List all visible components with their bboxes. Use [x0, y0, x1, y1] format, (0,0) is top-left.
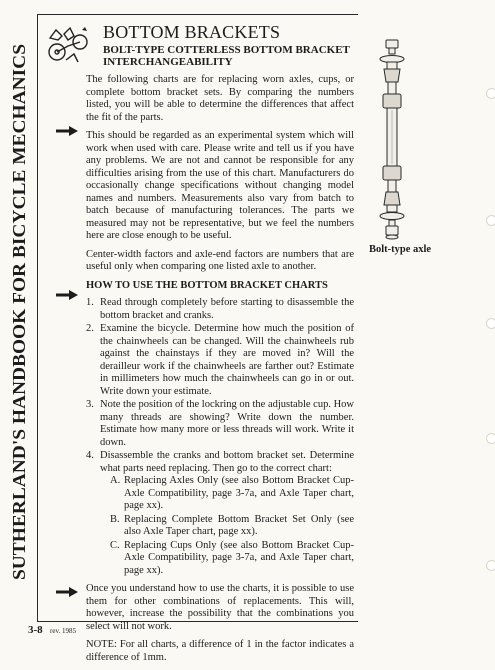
list-item	[86, 399, 354, 449]
substep-text: Replacing Axles Only (see also Bottom Bracket Cup-Axle Compatibility, page 3-7a, and Axle Taper chart, page xx).	[124, 475, 354, 511]
step-number: 4.	[86, 450, 94, 461]
step-number: 3.	[86, 399, 94, 410]
binder-hole-icon	[486, 88, 495, 99]
list-item	[110, 539, 354, 578]
section-heading: HOW TO USE THE BOTTOM BRACKET CHARTS	[86, 279, 328, 291]
steps-list	[86, 297, 354, 577]
binder-hole-icon	[486, 318, 495, 329]
revision-label: rev. 1985	[50, 627, 76, 635]
note-paragraph: NOTE: For all charts, a difference of 1 in the factor indicates a difference of 1mm.	[86, 639, 354, 663]
step-number: 1.	[86, 297, 94, 308]
axle-caption: Bolt-type axle	[368, 244, 432, 255]
disclaimer-paragraph: This should be regarded as an experimental system which will work when used with care. Please write and tell us if you have any problems. We are not and cannot be responsible for any difficulties arising from the use of this chart. Manufacturers do occasionally change specifications without changing model names and numbers. Measurements also vary from batch to batch because of manufacturing tolerances. The parts we measured may not be representative, but we feel the numbers here are close enough to be useful.	[86, 130, 354, 241]
arrow-icon	[56, 585, 78, 597]
substep-letter: A.	[110, 475, 121, 486]
binder-hole-icon	[486, 433, 495, 444]
list-item	[86, 297, 354, 322]
list-item	[86, 450, 354, 577]
binder-hole-icon	[486, 560, 495, 571]
step-number: 2.	[86, 323, 94, 334]
page-title: BOTTOM BRACKETS	[103, 22, 281, 42]
step-text: Note the position of the lockring on the adjustable cup. How many threads are showing? Write down the number. Estimate how many more or less threads will work. Write it down.	[100, 399, 354, 448]
list-item	[110, 513, 354, 539]
arrow-icon	[56, 124, 78, 136]
step-text: Disassemble the cranks and bottom bracket set. Determine what parts need replacing. Then go to the correct chart:	[100, 450, 354, 474]
list-item	[86, 323, 354, 398]
substep-letter: B.	[110, 513, 120, 525]
substep-text: Replacing Complete Bottom Bracket Set Only (see also Axle Taper chart, page xx).	[124, 513, 354, 537]
substep-letter: C.	[110, 539, 120, 551]
spine-text: SUTHERLAND'S HANDBOOK FOR BICYCLE MECHANICS	[9, 96, 29, 580]
bolt-type-axle-illustration	[368, 38, 416, 242]
arrow-icon	[56, 288, 78, 300]
intro-paragraph: The following charts are for replacing worn axles, cups, or complete bottom bracket sets. By comparing the numbers listed, you will be able to determine the differences that affect the fit of the parts.	[86, 74, 354, 123]
substep-text: Replacing Cups Only (see also Bottom Bracket Cup-Axle Compatibility, page 3-7a, and Axle Taper chart, page xx).	[124, 539, 354, 576]
factors-paragraph: Center-width factors and axle-end factors are numbers that are useful only when comparing one listed axle to another.	[86, 248, 354, 272]
combinations-paragraph: Once you understand how to use the charts, it is possible to use them for other combinations of replacements. This will, however, increase the possibility that the combinations you select will not work.	[86, 583, 354, 632]
binder-hole-icon	[486, 215, 495, 226]
list-item	[110, 475, 354, 513]
step-text: Read through completely before starting to disassemble the bottom bracket and cranks.	[100, 297, 354, 321]
page-subtitle: BOLT-TYPE COTTERLESS BOTTOM BRACKET INTERCHANGEABILITY	[103, 44, 350, 68]
substeps-list	[100, 475, 354, 577]
handbook-logo	[44, 24, 92, 68]
spine-title	[6, 40, 32, 580]
main-content	[86, 74, 354, 670]
page-number: 3-8	[28, 624, 43, 636]
step-text: Examine the bicycle. Determine how much the position of the chainwheels can be changed. Will the chainwheels rub against the chainstays if they are moved in? Will the derailleur work if the chainwheels are farther out? Estimate in millimeters how much the chainwheels can go in or out. Write down your estimate.	[100, 323, 354, 397]
